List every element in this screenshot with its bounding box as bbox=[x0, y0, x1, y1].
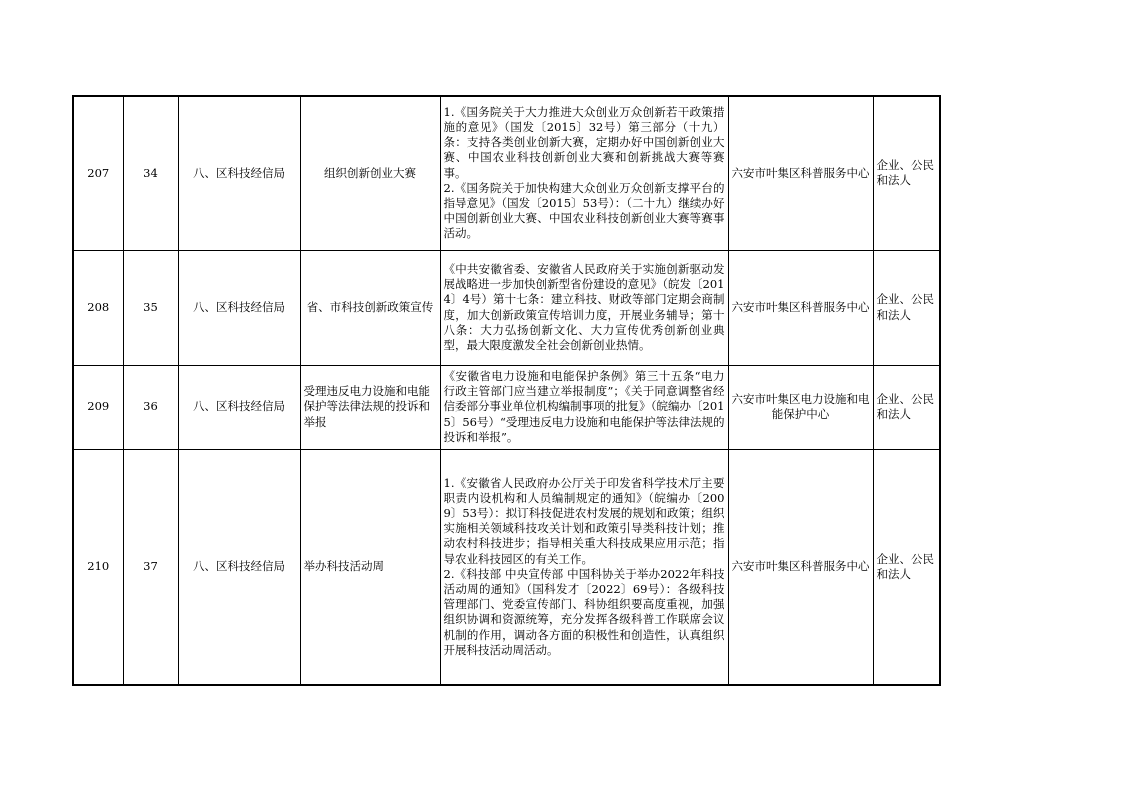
department: 八、区科技经信局 bbox=[178, 250, 300, 365]
sequence-number: 34 bbox=[123, 96, 178, 250]
sequence-number: 35 bbox=[123, 250, 178, 365]
department: 八、区科技经信局 bbox=[178, 449, 300, 685]
table-row bbox=[73, 365, 940, 449]
sequence-number: 36 bbox=[123, 365, 178, 449]
basis-paragraph: 2.《国务院关于加快构建大众创业万众创新支撑平台的指导意见》（国发〔2015〕53号）：（二十九）继续办好中国创新创业大赛、中国农业科技创新创业大赛等赛事活动。 bbox=[443, 180, 725, 241]
basis-paragraph: 1.《安徽省人民政府办公厅关于印发省科学技术厅主要职责内设机构和人员编制规定的通知》（皖编办〔2009〕53号）：拟订科技促进农村发展的规划和政策；组织实施相关领域科技攻关计划和政策引导类科技计划；推动农村科技进步；指导相关重大科技成果应用示范；指导农业科技园区的有关工作。 bbox=[443, 475, 725, 566]
service-item: 举办科技活动周 bbox=[300, 449, 440, 685]
row-number: 207 bbox=[73, 96, 123, 250]
service-target: 企业、公民和法人 bbox=[873, 365, 940, 449]
table-row bbox=[73, 449, 940, 685]
service-target: 企业、公民和法人 bbox=[873, 250, 940, 365]
responsible-unit: 六安市叶集区科普服务中心 bbox=[728, 250, 873, 365]
basis-paragraph: 1.《国务院关于大力推进大众创业万众创新若干政策措施的意见》（国发〔2015〕32号）第三部分（十九）条：支持各类创业创新大赛，定期办好中国创新创业大赛、中国农业科技创新创业大赛和创新挑战大赛等赛事。 bbox=[443, 104, 725, 180]
responsible-unit: 六安市叶集区科普服务中心 bbox=[728, 96, 873, 250]
responsible-unit: 六安市叶集区科普服务中心 bbox=[728, 449, 873, 685]
legal-basis bbox=[440, 449, 728, 685]
service-item: 省、市科技创新政策宣传 bbox=[300, 250, 440, 365]
department: 八、区科技经信局 bbox=[178, 96, 300, 250]
service-table bbox=[72, 95, 941, 686]
legal-basis bbox=[440, 96, 728, 250]
table-row bbox=[73, 96, 940, 250]
row-number: 210 bbox=[73, 449, 123, 685]
basis-paragraph: 2.《科技部 中央宣传部 中国科协关于举办2022年科技活动周的通知》（国科发才〔2022〕69号）：各级科技管理部门、党委宣传部门、科协组织要高度重视，加强组织协调和资源统筹，充分发挥各级科普工作联席会议机制的作用，调动各方面的积极性和创造性，认真组织开展科技活动周活动。 bbox=[443, 566, 725, 657]
service-item: 组织创新创业大赛 bbox=[300, 96, 440, 250]
service-item: 受理违反电力设施和电能保护等法律法规的投诉和举报 bbox=[300, 365, 440, 449]
row-number: 209 bbox=[73, 365, 123, 449]
basis-paragraph: 《中共安徽省委、安徽省人民政府关于实施创新驱动发展战略进一步加快创新型省份建设的意见》（皖发〔2014〕4号）第十七条：建立科技、财政等部门定期会商制度，加大创新政策宣传培训力度，开展业务辅导；第十八条：大力弘扬创新文化、大力宣传优秀创新创业典型，最大限度激发全社会创新创业热情。 bbox=[443, 261, 725, 352]
sequence-number: 37 bbox=[123, 449, 178, 685]
table-body bbox=[73, 96, 940, 685]
legal-basis bbox=[440, 250, 728, 365]
service-target: 企业、公民和法人 bbox=[873, 449, 940, 685]
basis-paragraph: 《安徽省电力设施和电能保护条例》第三十五条“电力行政主管部门应当建立举报制度”；《关于同意调整省经信委部分事业单位机构编制事项的批复》（皖编办〔2015〕56号）“受理违反电力设施和电能保护等法律法规的投诉和举报”。 bbox=[443, 368, 725, 444]
legal-basis bbox=[440, 365, 728, 449]
table-row bbox=[73, 250, 940, 365]
department: 八、区科技经信局 bbox=[178, 365, 300, 449]
row-number: 208 bbox=[73, 250, 123, 365]
responsible-unit: 六安市叶集区电力设施和电能保护中心 bbox=[728, 365, 873, 449]
service-target: 企业、公民和法人 bbox=[873, 96, 940, 250]
